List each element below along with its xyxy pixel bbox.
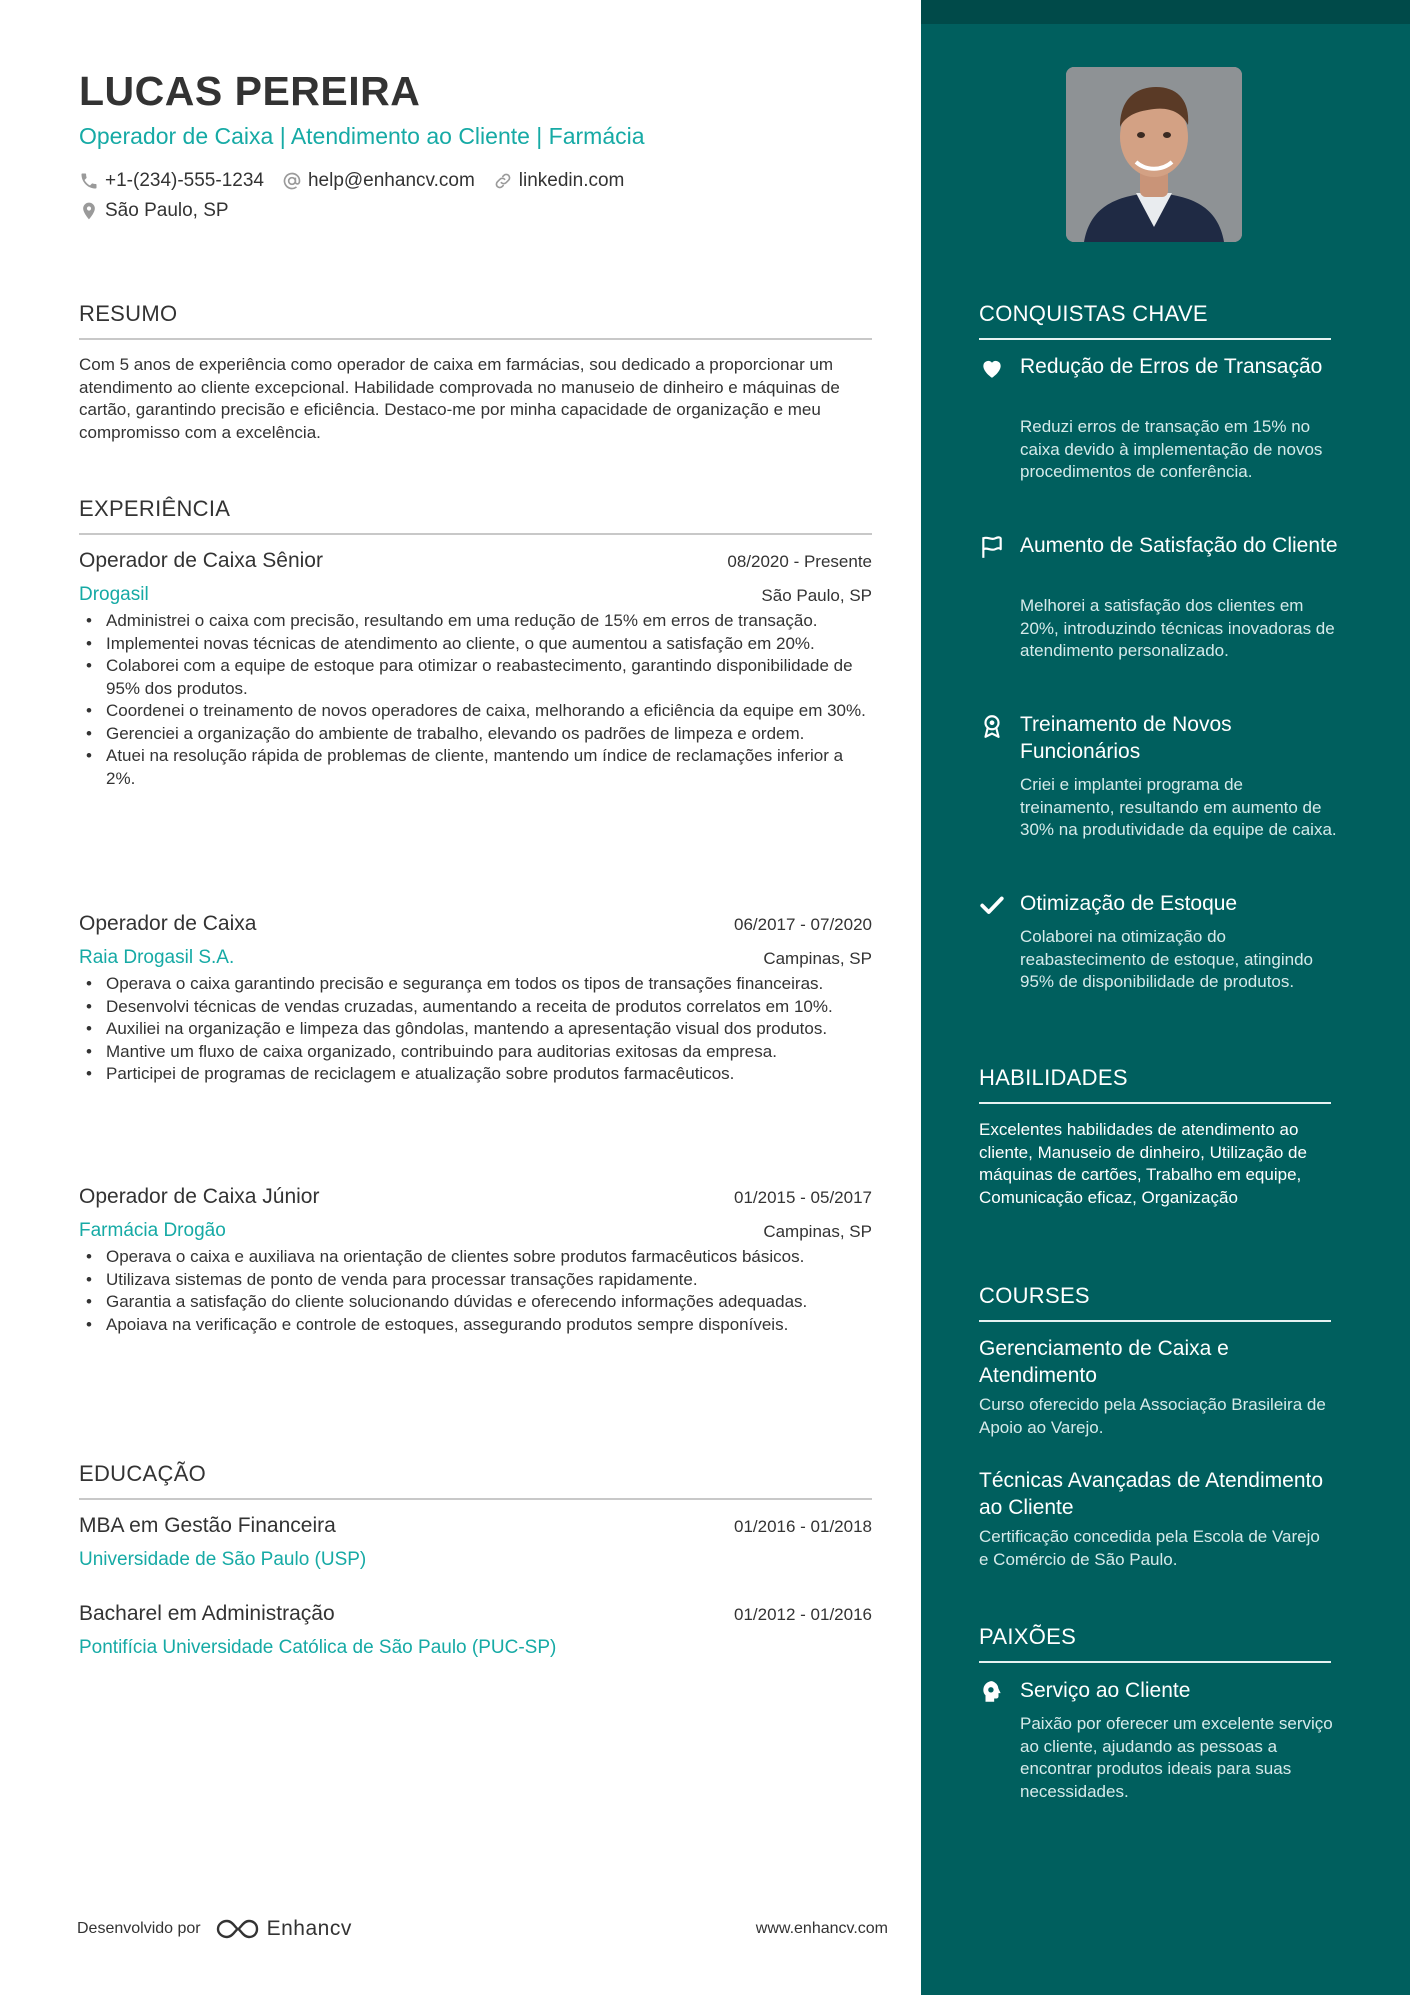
experience-heading: EXPERIÊNCIA [79, 496, 231, 521]
job-bullet: • Administrei o caixa com precisão, resultando em uma redução de 15% em erros de transação. [79, 610, 872, 633]
achievement-title: Treinamento de Novos Funcionários [1020, 713, 1232, 763]
footer-developed-by: Desenvolvido por [77, 1920, 201, 1937]
skills-text: Excelentes habilidades de atendimento ao cliente, Manuseio de dinheiro, Utilização de máquinas de cartões, Trabalho em equipe, Comunicação eficaz, Organização [979, 1120, 1307, 1207]
sidebar [921, 0, 1410, 1995]
summary-heading: RESUMO [79, 301, 178, 326]
job-location: Campinas, SP [763, 1222, 872, 1241]
job-title: Operador de Caixa Júnior [79, 1185, 320, 1208]
job-bullets [79, 973, 872, 1086]
job-bullet: • Atuei na resolução rápida de problemas de cliente, mantendo um índice de reclamações inferior a 2%. [79, 745, 872, 790]
courses-heading: COURSES [979, 1283, 1090, 1308]
achievements-divider [979, 338, 1331, 340]
job-bullets [79, 1246, 872, 1336]
course-item [979, 1335, 1331, 1439]
summary-divider [79, 338, 872, 340]
at-icon [282, 171, 302, 191]
flag-icon [979, 534, 1005, 560]
award-icon [979, 713, 1005, 739]
skills-divider [979, 1102, 1331, 1104]
job-company: Farmácia Drogão [79, 1220, 226, 1241]
job-bullet: • Desenvolvi técnicas de vendas cruzadas, aumentando a receita de produtos correlatos em 10%. [79, 996, 872, 1019]
achievement-description: Criei e implantei programa de treinamento, resultando em aumento de 30% na produtividade da equipe de caixa. [1020, 775, 1337, 839]
passion-title: Serviço ao Cliente [1020, 1679, 1191, 1702]
head-icon [979, 1679, 1005, 1705]
location-row [79, 200, 247, 222]
achievement-title: Aumento de Satisfação do Cliente [1020, 534, 1338, 557]
contact-location [79, 200, 229, 222]
job-location: Campinas, SP [763, 949, 872, 968]
candidate-subtitle: Operador de Caixa | Atendimento ao Cliente | Farmácia [79, 123, 645, 149]
enhancv-logo-icon [213, 1915, 261, 1943]
profile-photo [1066, 67, 1242, 242]
passions-divider [979, 1661, 1331, 1663]
achievement-description: Melhorei a satisfação dos clientes em 20%, introduzindo técnicas inovadoras de atendimento personalizado. [1020, 596, 1335, 660]
summary-text: Com 5 anos de experiência como operador de caixa em farmácias, sou dedicado a proporcionar um atendimento ao cliente excepcional. Habilidade comprovada no manuseio de dinheiro e máquinas de cartão, garantindo precisão e eficiência. Destaco-me por minha capacidade de organização e meu compromisso com a excelência. [79, 355, 840, 442]
job-bullet: • Apoiava na verificação e controle de estoques, assegurando produtos sempre disponíveis. [79, 1314, 872, 1337]
job-bullets [79, 610, 872, 790]
footer-credit [77, 1915, 352, 1943]
linkedin-text: linkedin.com [518, 170, 625, 191]
experience-divider [79, 533, 872, 535]
job-bullet: • Implementei novas técnicas de atendimento ao cliente, o que aumentou a satisfação em 20%. [79, 633, 872, 656]
phone-text: +1-(234)-555-1234 [105, 170, 264, 191]
education-degree: MBA em Gestão Financeira [79, 1514, 336, 1537]
education-school: Pontifícia Universidade Católica de São Paulo (PUC-SP) [79, 1637, 557, 1658]
courses-divider [979, 1320, 1331, 1322]
job-bullet: • Colaborei com a equipe de estoque para otimizar o reabastecimento, garantindo disponibilidade de 95% dos produtos. [79, 655, 872, 700]
achievement-description: Reduzi erros de transação em 15% no caixa devido à implementação de novos procedimentos de conferência. [1020, 417, 1323, 481]
skills-heading: HABILIDADES [979, 1065, 1128, 1090]
job-location: São Paulo, SP [761, 586, 872, 605]
contact-linkedin[interactable] [493, 170, 625, 192]
course-item [979, 1467, 1331, 1571]
footer-website[interactable]: www.enhancv.com [755, 1920, 888, 1937]
job-title: Operador de Caixa [79, 912, 257, 935]
sidebar-top-band [921, 0, 1410, 24]
achievement-title: Otimização de Estoque [1020, 892, 1238, 915]
course-description: Curso oferecido pela Associação Brasileira de Apoio ao Varejo. [979, 1395, 1326, 1437]
job-bullet: • Garantia a satisfação do cliente solucionando dúvidas e oferecendo informações adequadas. [79, 1291, 872, 1314]
job-bullet: • Coordenei o treinamento de novos operadores de caixa, melhorando a eficiência da equipe em 30%. [79, 700, 872, 723]
email-text: help@enhancv.com [307, 170, 475, 191]
job-bullet: • Mantive um fluxo de caixa organizado, contribuindo para auditorias exitosas da empresa. [79, 1041, 872, 1064]
education-dates: 01/2012 - 01/2016 [733, 1605, 872, 1624]
job-bullet: • Participei de programas de reciclagem e atualização sobre produtos farmacêuticos. [79, 1063, 872, 1086]
contact-row [79, 170, 642, 192]
candidate-name: LUCAS PEREIRA [79, 68, 421, 114]
check-icon [979, 892, 1005, 918]
education-school: Universidade de São Paulo (USP) [79, 1549, 367, 1570]
location-pin-icon [79, 200, 99, 222]
job-bullet: • Operava o caixa garantindo precisão e segurança em todos os tipos de transações financeiras. [79, 973, 872, 996]
course-description: Certificação concedida pela Escola de Varejo e Comércio de São Paulo. [979, 1527, 1320, 1569]
job-bullet: • Utilizava sistemas de ponto de venda para processar transações rapidamente. [79, 1269, 872, 1292]
job-company: Raia Drogasil S.A. [79, 947, 235, 968]
job-dates: 08/2020 - Presente [727, 552, 872, 571]
passions-heading: PAIXÕES [979, 1624, 1077, 1649]
course-title: Gerenciamento de Caixa e Atendimento [979, 1337, 1229, 1387]
passion-description: Paixão por oferecer um excelente serviço ao cliente, ajudando as pessoas a encontrar produtos ideais para suas necessidades. [1020, 1714, 1333, 1801]
job-bullet: • Operava o caixa e auxiliava na orientação de clientes sobre produtos farmacêuticos básicos. [79, 1246, 872, 1269]
education-dates: 01/2016 - 01/2018 [733, 1517, 872, 1536]
link-icon [493, 171, 513, 191]
achievements-heading: CONQUISTAS CHAVE [979, 301, 1208, 326]
footer-brand: Enhancv [266, 1917, 352, 1940]
contact-phone[interactable] [79, 170, 264, 192]
course-title: Técnicas Avançadas de Atendimento ao Cliente [979, 1469, 1324, 1519]
portrait-image [1066, 67, 1242, 242]
job-bullet: • Gerenciei a organização do ambiente de trabalho, elevando os padrões de limpeza e ordem. [79, 723, 872, 746]
phone-icon [79, 171, 99, 191]
education-divider [79, 1498, 872, 1500]
achievement-description: Colaborei na otimização do reabastecimento de estoque, atingindo 95% de disponibilidade de produtos. [1020, 927, 1313, 991]
heart-icon [979, 355, 1005, 381]
education-degree: Bacharel em Administração [79, 1602, 335, 1625]
contact-email[interactable] [282, 170, 475, 192]
job-dates: 01/2015 - 05/2017 [733, 1188, 872, 1207]
achievement-title: Redução de Erros de Transação [1020, 355, 1323, 378]
location-text: São Paulo, SP [105, 200, 229, 221]
job-dates: 06/2017 - 07/2020 [733, 915, 872, 934]
job-title: Operador de Caixa Sênior [79, 549, 323, 572]
education-heading: EDUCAÇÃO [79, 1461, 207, 1486]
job-bullet: • Auxiliei na organização e limpeza das gôndolas, mantendo a apresentação visual dos produtos. [79, 1018, 872, 1041]
job-company: Drogasil [79, 584, 149, 605]
